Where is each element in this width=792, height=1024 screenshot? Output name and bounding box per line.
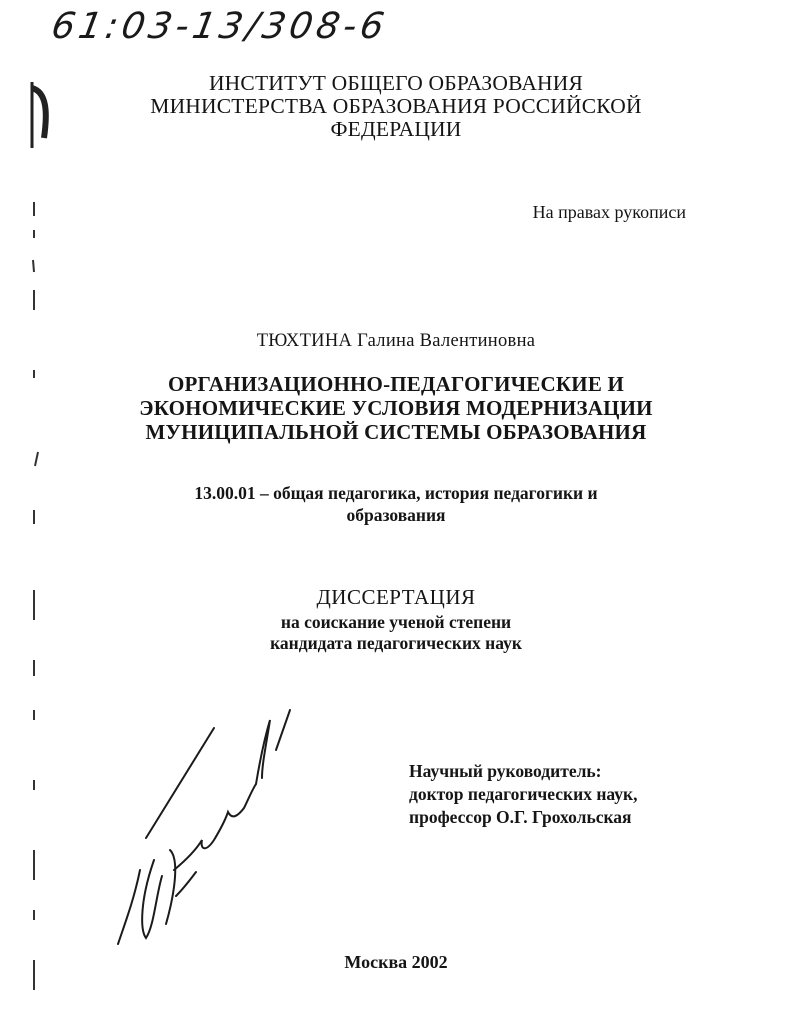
supervisor-label: Научный руководитель: [409, 761, 602, 781]
specialty-line-2: образования [346, 505, 446, 525]
specialty-line-1: 13.00.01 – общая педагогика, история педагогики и [194, 483, 598, 503]
institute-line-1: ИНСТИТУТ ОБЩЕГО ОБРАЗОВАНИЯ [208, 71, 584, 95]
dissertation-heading: ДИССЕРТАЦИЯ [316, 585, 476, 609]
archive-number: 61:03-13/308-6 [48, 6, 391, 47]
supervisor-block [409, 760, 637, 829]
institute-line-2: МИНИСТЕРСТВА ОБРАЗОВАНИЯ РОССИЙСКОЙ [150, 94, 642, 118]
author-name: ТЮХТИНА Галина Валентиновна [256, 331, 536, 351]
rights-note: На правах рукописи [532, 202, 686, 222]
institute-name [0, 72, 792, 141]
city-year: Москва 2002 [344, 952, 448, 972]
handwritten-signature [110, 700, 310, 960]
specialty-code [0, 482, 792, 526]
institute-line-3: ФЕДЕРАЦИИ [330, 117, 462, 141]
dissertation-title [0, 372, 792, 444]
title-line-3: МУНИЦИПАЛЬНОЙ СИСТЕМЫ ОБРАЗОВАНИЯ [145, 420, 647, 444]
title-line-1: ОРГАНИЗАЦИОННО-ПЕДАГОГИЧЕСКИЕ И [167, 372, 625, 396]
supervisor-degree: доктор педагогических наук, [409, 784, 638, 804]
dissertation-type [0, 585, 792, 654]
supervisor-name: профессор О.Г. Грохольская [409, 807, 632, 827]
dissertation-line-2: кандидата педагогических наук [270, 633, 522, 653]
dissertation-line-1: на соискание ученой степени [280, 612, 512, 632]
title-line-2: ЭКОНОМИЧЕСКИЕ УСЛОВИЯ МОДЕРНИЗАЦИИ [139, 396, 653, 420]
